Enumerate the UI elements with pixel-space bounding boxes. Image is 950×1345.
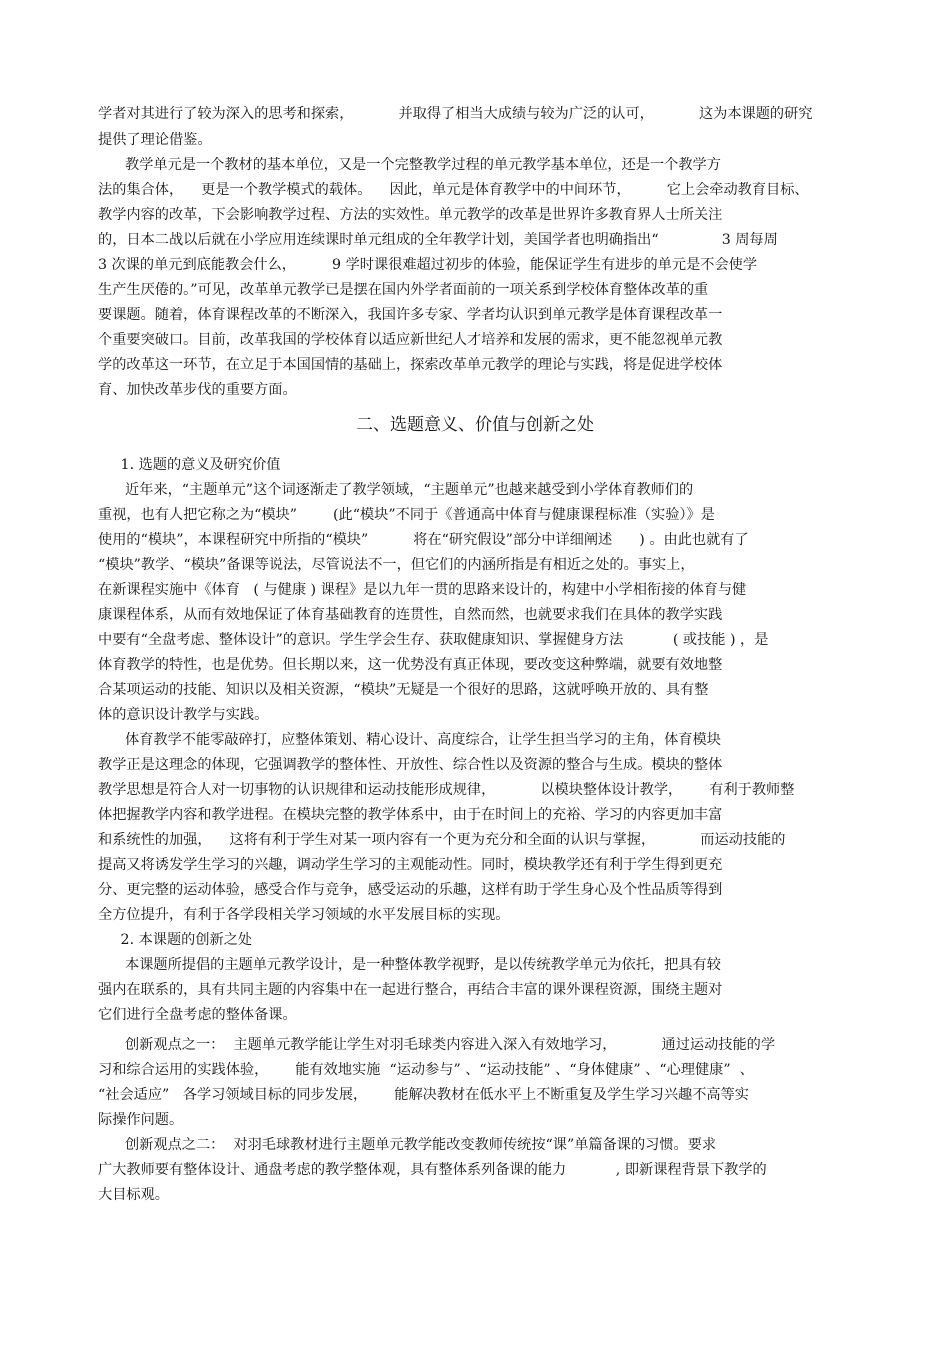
body-text-line: 习和综合运用的实践体验， 能有效地实施 “运动参与” 、“运动技能” 、“身体健康” 、“心理健康” 、 [98,1062,754,1078]
body-text-line: “社会适应” 各学习领域目标的同步发展， 能解决教材在低水平上不断重复及学生学习兴趣不高等实 [98,1087,749,1103]
body-text-line: 广大教师要有整体设计、通盘考虑的教学整体观，具有整体系列备课的能力 , 即新课程背景下教学的 [98,1162,767,1178]
body-text-line: 教学正是这理念的体现，它强调教学的整体性、开放性、综合性以及资源的整合与生成。模块的整体 [98,757,723,773]
body-text-line: 和系统性的加强， 这将有利于学生对某一项内容有一个更为充分和全面的认识与掌握， 而运动技能的 [98,832,786,848]
section-heading: 二、选题意义、价值与创新之处 [356,415,594,435]
body-text-line: 育、加快改革步伐的重要方面。 [98,382,297,398]
subsection-heading: 2. 本课题的创新之处 [98,932,253,948]
body-text-line: 体育教学不能零敲碎打，应整体策划、精心设计、高度综合，让学生担当学习的主角，体育模块 [98,732,721,748]
body-text-line: 创新观点之二： 对羽毛球教材进行主题单元教学能改变教师传统按“课”单篇备课的习惯。要求 [98,1137,717,1153]
body-text-line: 使用的“模块”，本课程研究中所指的“模块” 将在“研究假设”部分中详细阐述 ) 。由此也就有了 [98,532,749,548]
body-text-line: 体的意识设计教学与实践。 [98,707,269,723]
body-text-line: 教学内容的改革，下会影响教学过程、方法的实效性。单元教学的改革是世界许多教育界人士所关注 [98,207,723,223]
body-text-line: 全方位提升，有利于各学段相关学习领域的水平发展目标的实现。 [98,907,510,923]
body-text-line: 大目标观。 [98,1187,169,1203]
body-text-line: 康课程体系，从而有效地保证了体育基础教育的连贯性，自然而然，也就要求我们在具体的教学实践 [98,607,723,623]
body-text-line: 体把握教学内容和教学进程。在模块完整的教学体系中，由于在时间上的充裕、学习的内容更加丰富 [98,807,723,823]
body-text-line: 创新观点之一： 主题单元教学能让学生对羽毛球类内容进入深入有效地学习， 通过运动技能的学 [98,1037,776,1053]
body-text-line: 教学思想是符合人对一切事物的认识规律和运动技能形成规律， 以模块整体设计教学， 有利于教师整 [98,782,795,798]
body-text-line: 近年来，“主题单元”这个词逐渐走了教学领域，“主题单元”也越来越受到小学体育教师们的 [98,482,694,498]
body-text-line: 在新课程实施中《体育 ( 与健康 ) 课程》是以九年一贯的思路来设计的，构建中小学相衔接的体育与健 [98,582,747,598]
body-text-line: 际操作问题。 [98,1112,184,1128]
body-text-line: 分、更完整的运动体验，感受合作与竞争，感受运动的乐趣，这样有助于学生身心及个性品质等得到 [98,882,723,898]
body-text-line: 它们进行全盘考虑的整体备课。 [98,1007,297,1023]
body-text-line: 3 次课的单元到底能教会什么， 9 学时课很难超过初步的体验，能保证学生有进步的单元是不会使学 [98,257,758,273]
body-text-line: “模块”教学、“模块”备课等说法，尽管说法不一，但它们的内涵所指是有相近之处的。事实上， [98,557,695,573]
body-text-line: 重视，也有人把它称之为“模块” (此“模块”不同于《普通高中体育与健康课程标准（实验）》是 [98,507,715,523]
subsection-heading: 1. 选题的意义及研究价值 [98,457,281,473]
body-text-line: 个重要突破口。目前，改革我国的学校体育以适应新世纪人才培养和发展的需求，更不能忽视单元教 [98,332,723,348]
body-text-line: 提高又将诱发学生学习的兴趣，调动学生学习的主观能动性。同时，模块教学还有利于学生得到更充 [98,857,723,873]
body-text-line: 法的集合体， 更是一个教学模式的载体。 因此，单元是体育教学中的中间环节， 它上会牵动教育目标、 [98,182,809,198]
body-text-line: 学者对其进行了较为深入的思考和探索， 并取得了相当大成绩与较为广泛的认可， 这为本课题的研究 [98,106,813,122]
body-text-line: 的，日本二战以后就在小学应用连续课时单元组成的全年教学计划，美国学者也明确指出“ 3 周每周 [98,232,778,248]
body-text-line: 学的改革这一环节，在立足于本国国情的基础上，探索改革单元教学的理论与实践，将是促进学校体 [98,357,723,373]
body-text-line: 强内在联系的，具有共同主题的内容集中在一起进行整合，再结合丰富的课外课程资源，围绕主题对 [98,982,723,998]
body-text-line: 生产生厌倦的。”可见，改革单元教学已是摆在国内外学者面前的一项关系到学校体育整体改革的重 [98,282,709,298]
body-text-line: 要课题。随着，体育课程改革的不断深入，我国许多专家、学者均认识到单元教学是体育课程改革一 [98,307,723,323]
body-text-line: 提供了理论借鉴。 [98,132,212,148]
body-text-line: 合某项运动的技能、知识以及相关资源，“模块”无疑是一个很好的思路，这就呼唤开放的、具有整 [98,682,709,698]
body-text-line: 教学单元是一个教材的基本单位，又是一个完整教学过程的单元教学基本单位，还是一个教学方 [98,157,721,173]
body-text-line: 体育教学的特性，也是优势。但长期以来，这一优势没有真正体现，要改变这种弊端，就要有效地整 [98,657,723,673]
body-text-line: 中要有“全盘考虑、整体设计”的意识。学生学会生存、获取健康知识、掌握健身方法 ( 或技能 ) ，是 [98,632,769,648]
body-text-line: 本课题所提倡的主题单元教学设计，是一种整体教学视野，是以传统教学单元为依托，把具有较 [98,957,721,973]
